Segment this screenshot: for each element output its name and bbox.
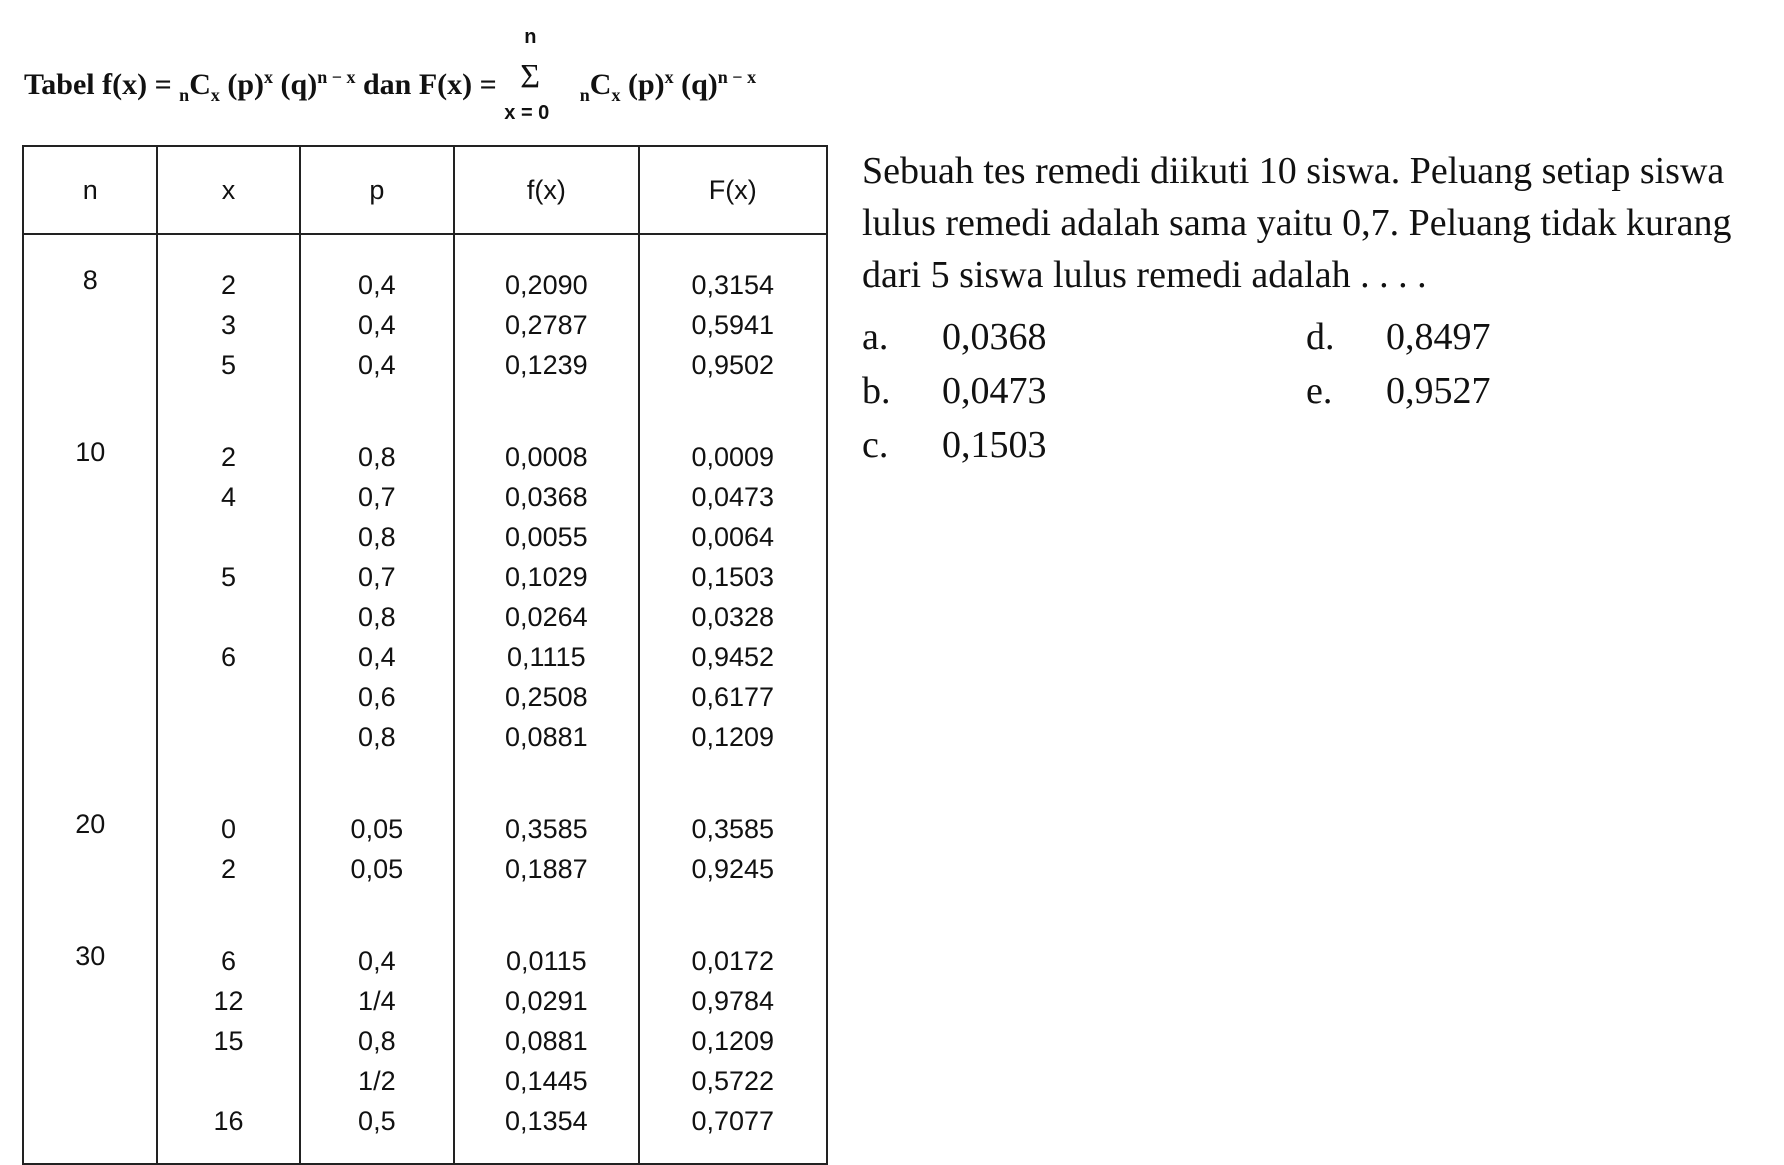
value-x: 3 — [220, 310, 237, 340]
cell-n: 30 — [23, 911, 157, 1164]
option-letter: a. — [862, 316, 889, 358]
formula-q-exp: n − x — [317, 67, 356, 87]
value-Fx: 0,7077 — [691, 1106, 775, 1136]
value-Fx: 0,1209 — [691, 1026, 775, 1056]
value-fx: 0,2508 — [505, 682, 588, 712]
formula-q-2: (q) — [673, 68, 718, 101]
option-letter: e. — [1306, 370, 1333, 412]
cell-x — [157, 911, 299, 1164]
value-fx: 0,2787 — [505, 310, 588, 340]
value-Fx: 0,3585 — [691, 814, 775, 844]
cell-p — [300, 911, 455, 1164]
value-p: 0,6 — [358, 682, 396, 712]
value-Fx: 0,3154 — [691, 270, 775, 300]
value-p: 0,7 — [358, 562, 396, 592]
header-n: n — [23, 146, 157, 234]
value-Fx: 0,5941 — [691, 310, 775, 340]
value-fx: 0,0115 — [506, 946, 587, 976]
cell-p — [300, 779, 455, 911]
cell-lines-fx — [455, 911, 638, 1163]
sigma-upper: n — [524, 26, 537, 48]
value-fx: 0,1445 — [505, 1066, 588, 1096]
cell-lines-x — [158, 911, 298, 1163]
cell-lines-p — [301, 407, 454, 779]
option-value: 0,0473 — [942, 370, 1047, 412]
value-fx: 0,0008 — [505, 442, 588, 472]
combination-n-2: n — [579, 85, 590, 105]
cell-fx — [454, 234, 639, 407]
combination-c-2: C — [589, 68, 612, 101]
combination-c: C — [189, 68, 211, 101]
value-Fx: 0,1209 — [691, 722, 775, 752]
value-Fx: 0,6177 — [691, 682, 775, 712]
value-x: 4 — [220, 482, 237, 512]
value-x: 2 — [220, 854, 237, 884]
formula-p-exp-2: x — [664, 67, 674, 87]
value-p: 0,4 — [358, 946, 396, 976]
cell-lines-Fx — [640, 407, 826, 779]
value-p: 0,4 — [358, 270, 396, 300]
value-fx: 0,1887 — [505, 854, 588, 884]
table-header-row — [23, 146, 827, 234]
formula-dan: dan — [355, 68, 419, 101]
cell-Fx — [639, 779, 827, 911]
value-x — [158, 1061, 298, 1101]
value-Fx: 0,0064 — [691, 522, 775, 552]
value-fx: 0,2090 — [505, 270, 588, 300]
option-value: 0,8497 — [1386, 316, 1491, 358]
value-Fx: 0,0473 — [691, 482, 775, 512]
value-p: 0,4 — [358, 642, 396, 672]
value-p: 0,8 — [358, 522, 396, 552]
cell-lines-p — [301, 235, 454, 407]
table-group-row — [23, 407, 827, 779]
formula-label: Tabel — [24, 68, 95, 101]
formula-f: f(x) = — [102, 68, 180, 101]
cell-n: 8 — [23, 234, 157, 407]
option-letter: b. — [862, 370, 891, 412]
value-Fx: 0,9784 — [691, 986, 775, 1016]
formula-p-exp: x — [264, 67, 274, 87]
cell-p — [300, 407, 455, 779]
cell-lines-Fx — [640, 235, 826, 407]
option-letter: c. — [862, 424, 889, 466]
value-fx: 0,1115 — [507, 642, 586, 672]
cell-fx — [454, 779, 639, 911]
value-x: 6 — [220, 642, 237, 672]
value-p: 0,8 — [358, 722, 396, 752]
value-p: 0,4 — [358, 350, 396, 380]
value-fx: 0,3585 — [505, 814, 588, 844]
table-group-row — [23, 779, 827, 911]
cell-lines-Fx — [640, 911, 826, 1163]
value-fx: 0,0264 — [505, 602, 588, 632]
cell-lines-fx — [455, 407, 638, 779]
table-group-row — [23, 234, 827, 407]
cell-lines-x — [158, 779, 298, 911]
value-Fx: 0,1503 — [691, 562, 775, 592]
sigma-lower: x = 0 — [504, 102, 550, 124]
value-x: 6 — [220, 946, 237, 976]
option-value: 0,0368 — [942, 316, 1047, 358]
cell-x — [157, 234, 299, 407]
value-p: 0,4 — [358, 310, 396, 340]
value-fx: 0,1029 — [505, 562, 588, 592]
cell-x — [157, 779, 299, 911]
cell-x — [157, 407, 299, 779]
combination-n: n — [179, 85, 190, 105]
sigma-symbol: Σ — [520, 58, 541, 95]
formula-heading — [24, 28, 884, 128]
cell-lines-x — [158, 407, 298, 779]
cell-lines-fx — [455, 779, 638, 911]
value-Fx: 0,0328 — [691, 602, 775, 632]
value-x — [158, 517, 298, 557]
cell-lines-fx — [455, 235, 638, 407]
binomial-table — [22, 145, 828, 1165]
value-p: 0,7 — [358, 482, 396, 512]
value-fx: 0,0881 — [505, 722, 588, 752]
value-x — [158, 717, 298, 757]
question-paragraph: Sebuah tes remedi diikuti 10 siswa. Peluang setiap siswa lulus remedi adalah sama yaitu 0,7. Peluang tidak kurang dari 5 siswa lulus remedi adalah . . . . — [862, 150, 1732, 296]
formula-p: (p) — [219, 68, 265, 101]
header-x: x — [157, 146, 299, 234]
combination-x-2: x — [611, 85, 621, 105]
value-p: 0,5 — [358, 1106, 396, 1136]
formula-q-exp-2: n − x — [717, 67, 757, 87]
value-fx: 0,1239 — [505, 350, 588, 380]
cell-lines-p — [301, 911, 454, 1163]
formula-q: (q) — [273, 68, 318, 101]
value-p: 0,05 — [350, 854, 404, 884]
value-x: 12 — [213, 986, 244, 1016]
sigma-block — [504, 26, 572, 124]
option-d[interactable] — [1306, 310, 1491, 364]
table-group-row — [23, 911, 827, 1164]
value-p: 0,05 — [350, 814, 404, 844]
option-value: 0,1503 — [942, 424, 1047, 466]
formula-line — [24, 26, 757, 124]
value-fx: 0,0368 — [505, 482, 588, 512]
value-p: 1/2 — [358, 1066, 396, 1096]
value-fx: 0,0291 — [505, 986, 588, 1016]
value-x: 15 — [213, 1026, 244, 1056]
value-x: 2 — [220, 442, 237, 472]
header-Fx: F(x) — [639, 146, 827, 234]
value-p: 0,8 — [358, 602, 396, 632]
cell-n: 10 — [23, 407, 157, 779]
formula-F: F(x) = — [418, 68, 505, 101]
cell-lines-x — [158, 235, 298, 407]
value-Fx: 0,0009 — [691, 442, 775, 472]
option-c[interactable] — [862, 418, 1047, 472]
cell-fx — [454, 407, 639, 779]
value-Fx: 0,9245 — [691, 854, 775, 884]
option-letter: d. — [1306, 316, 1335, 358]
value-Fx: 0,0172 — [691, 946, 775, 976]
value-x: 16 — [213, 1106, 244, 1136]
value-fx: 0,1354 — [505, 1106, 588, 1136]
value-Fx: 0,5722 — [691, 1066, 775, 1096]
cell-lines-Fx — [640, 779, 826, 911]
value-p: 0,8 — [358, 442, 396, 472]
cell-n: 20 — [23, 779, 157, 911]
option-e[interactable] — [1306, 364, 1491, 418]
option-a[interactable] — [862, 310, 1047, 364]
option-value: 0,9527 — [1386, 370, 1491, 412]
cell-lines-p — [301, 779, 454, 911]
value-fx: 0,0055 — [505, 522, 588, 552]
cell-Fx — [639, 234, 827, 407]
value-Fx: 0,9502 — [691, 350, 775, 380]
cell-Fx — [639, 911, 827, 1164]
value-p: 0,8 — [358, 1026, 396, 1056]
cell-fx — [454, 911, 639, 1164]
combination-x: x — [210, 85, 220, 105]
value-x — [158, 597, 298, 637]
formula-p-2: (p) — [620, 68, 665, 101]
option-b[interactable] — [862, 364, 1047, 418]
header-fx: f(x) — [454, 146, 639, 234]
value-Fx: 0,9452 — [691, 642, 775, 672]
value-x: 2 — [220, 270, 237, 300]
cell-Fx — [639, 407, 827, 779]
value-x: 5 — [220, 562, 237, 592]
value-x — [158, 677, 298, 717]
value-x: 5 — [220, 350, 237, 380]
value-p: 1/4 — [358, 986, 396, 1016]
header-p: p — [300, 146, 455, 234]
value-fx: 0,0881 — [505, 1026, 588, 1056]
question-text — [862, 145, 1762, 301]
value-x: 0 — [220, 814, 237, 844]
cell-p — [300, 234, 455, 407]
